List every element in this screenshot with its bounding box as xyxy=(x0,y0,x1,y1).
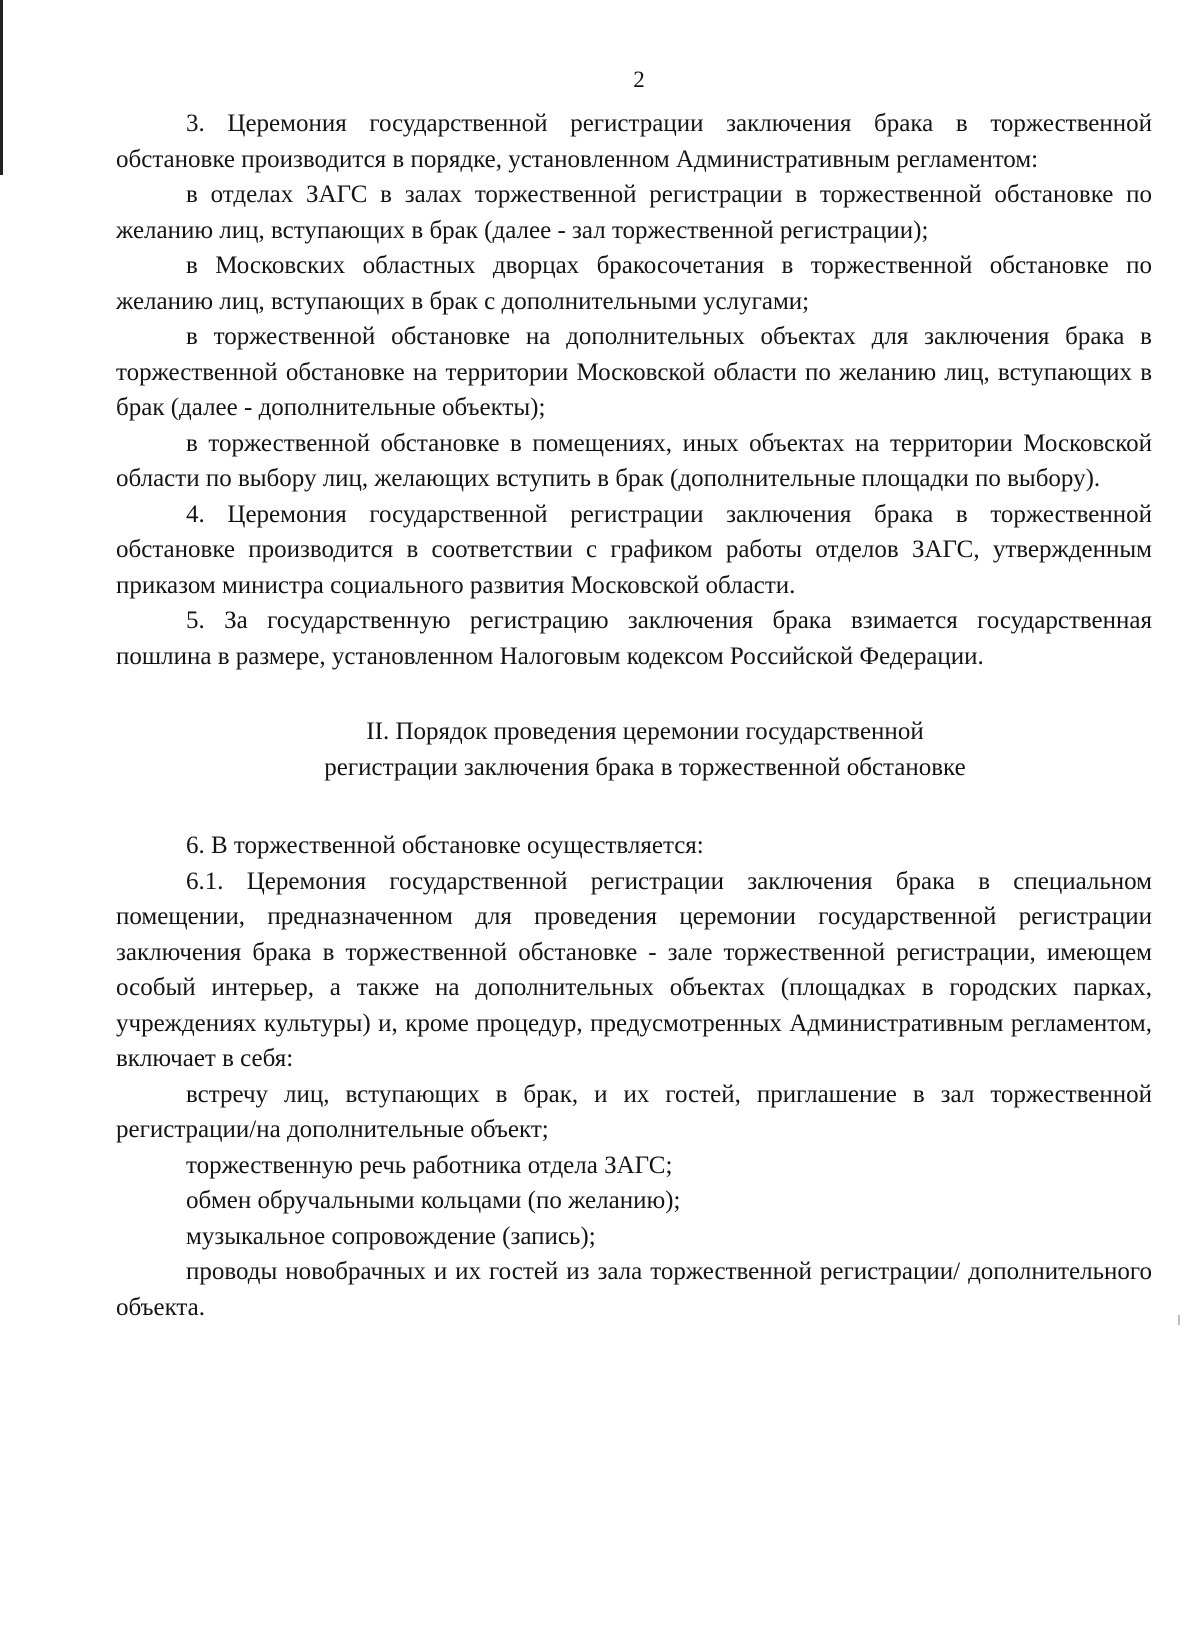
section-1-body xyxy=(116,106,1152,674)
paragraph-3-item-3: в торжественной обстановке на дополнительных объектах для заключения брака в торжественной обстановке на территории Московской области по желанию лиц, вступающих в брак (далее - дополнительные объекты); xyxy=(116,323,1152,421)
page-number: 2 xyxy=(633,67,645,92)
paragraph-6-1-item-3: обмен обручальными кольцами (по желанию); xyxy=(186,1187,681,1214)
section-heading-line-1: II. Порядок проведения церемонии государственной xyxy=(366,718,924,745)
paragraph-6-1-item-1: встречу лиц, вступающих в брак, и их гостей, приглашение в зал торжественной регистрации/на дополнительные объект; xyxy=(116,1080,1152,1143)
paragraph-6-1-item-5: проводы новобрачных и их гостей из зала торжественной регистрации/ дополнительного объекта. xyxy=(116,1258,1152,1321)
paragraph-3-item-4: в торжественной обстановке в помещениях, иных объектах на территории Московской области по выбору лиц, желающих вступить в брак (дополнительные площадки по выбору). xyxy=(116,429,1152,492)
document-page xyxy=(116,62,1152,1325)
section-heading xyxy=(116,714,1152,786)
paragraph-6-1-item-2: торжественную речь работника отдела ЗАГС; xyxy=(186,1151,673,1179)
paragraph-4: 4. Церемония государственной регистрации заключения брака в торжественной обстановке производится в соответствии с графиком работы отделов ЗАГС, утвержденным приказом министра социального развития Московской области. xyxy=(116,500,1152,599)
paragraph-3: 3. Церемония государственной регистрации заключения брака в торжественной обстановке производится в порядке, установленном Административным регламентом: xyxy=(116,110,1152,173)
paragraph-6-1-item-4: музыкальное сопровождение (запись); xyxy=(186,1222,596,1250)
scan-speck xyxy=(1178,1315,1180,1325)
paragraph-5: 5. За государственную регистрацию заключения брака взимается государственная пошлина в размере, установленном Налоговым кодексом Российской Федерации. xyxy=(116,607,1152,670)
paragraph-3-item-1: в отделах ЗАГС в залах торжественной регистрации в торжественной обстановке по желанию лиц, вступающих в брак (далее - зал торжественной регистрации); xyxy=(116,181,1152,244)
paragraph-6-1: 6.1. Церемония государственной регистрации заключения брака в специальном помещении, предназначенном для проведения церемонии государственной регистрации заключения брака в торжественной обстановке - зале торжественной регистрации, имеющем особый интерьер, а также на дополнительных объектах (площадках в городских парках, учреждениях культуры) и, кроме процедур, предусмотренных Административным регламентом, включает в себя: xyxy=(116,867,1152,1072)
paragraph-3-item-2: в Московских областных дворцах бракосочетания в торжественной обстановке по желанию лиц, вступающих в брак с дополнительными услугами; xyxy=(116,252,1152,315)
section-2-body xyxy=(116,828,1152,1325)
section-heading-line-2: регистрации заключения брака в торжественной обстановке xyxy=(324,754,966,781)
scan-edge-mark xyxy=(0,0,3,175)
paragraph-6: 6. В торжественной обстановке осуществляется: xyxy=(186,832,704,859)
